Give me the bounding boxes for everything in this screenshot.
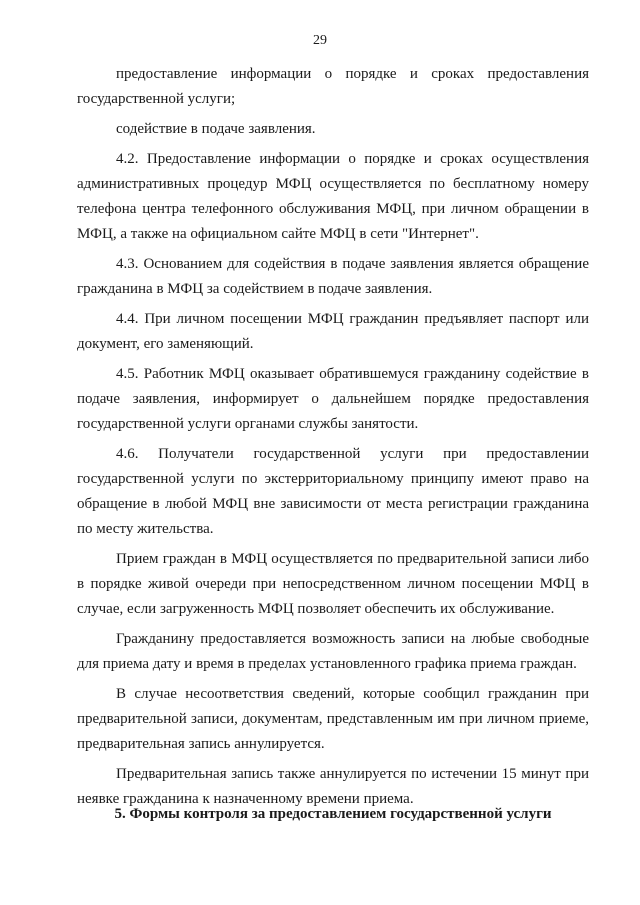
paragraph: 4.6. Получатели государственной услуги при предоставлении государственной услуги по экстерриториальному принципу имеют право на обращение в любой МФЦ вне зависимости от места регистрации гражданина по месту жительства. xyxy=(77,446,589,537)
paragraph: Предварительная запись также аннулируется по истечении 15 минут при неявке гражданина к назначенному времени приема. xyxy=(77,766,589,807)
paragraph: предоставление информации о порядке и сроках предоставления государственной услуги; xyxy=(77,66,589,107)
paragraph: содействие в подаче заявления. xyxy=(116,121,316,137)
paragraph: 4.2. Предоставление информации о порядке и сроках осуществления административных процедур МФЦ осуществляется по бесплатному номеру телефона центра телефонного обслуживания МФЦ, при личном обращении в МФЦ, а также на официальном сайте МФЦ в сети "Интернет". xyxy=(77,151,589,242)
paragraph: 4.5. Работник МФЦ оказывает обратившемуся гражданину содействие в подаче заявления, информирует о дальнейшем порядке предоставления государственной услуги органами службы занятости. xyxy=(77,366,589,432)
section-heading: 5. Формы контроля за предоставлением государственной услуги xyxy=(114,806,552,822)
paragraph: Гражданину предоставляется возможность записи на любые свободные для приема дату и время в пределах установленного графика приема граждан. xyxy=(77,631,589,672)
paragraph: Прием граждан в МФЦ осуществляется по предварительной записи либо в порядке живой очереди при непосредственном личном посещении МФЦ в случае, если загруженность МФЦ позволяет обеспечить их обслуживание. xyxy=(77,551,589,617)
page-number: 29 xyxy=(313,33,327,48)
paragraph: 4.3. Основанием для содействия в подаче заявления является обращение гражданина в МФЦ за содействием в подаче заявления. xyxy=(77,256,589,297)
paragraph: В случае несоответствия сведений, которые сообщил гражданин при предварительной записи, документам, представленным им при личном приеме, предварительная запись аннулируется. xyxy=(77,686,589,752)
paragraph: 4.4. При личном посещении МФЦ гражданин предъявляет паспорт или документ, его заменяющий. xyxy=(77,311,589,352)
document-body xyxy=(77,62,589,817)
